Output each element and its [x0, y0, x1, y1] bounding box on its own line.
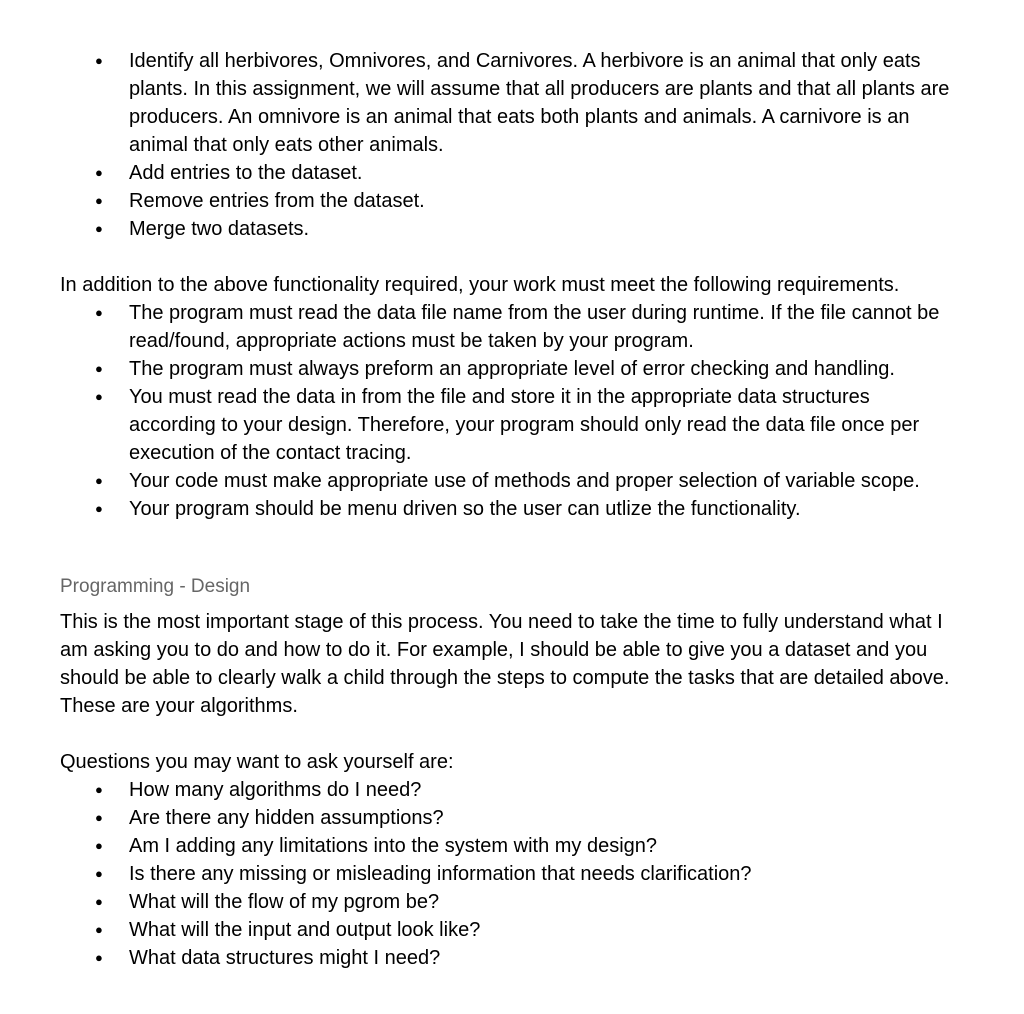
- list-item: ● What will the input and output look like?: [60, 916, 960, 944]
- list-item: ● Identify all herbivores, Omnivores, and Carnivores. A herbivore is an animal that only eats plants. In this assignment, we will assume that all producers are plants and that all plants are producers. An omnivore is an animal that eats both plants and animals. A carnivore is an animal that only eats other animals.: [60, 47, 960, 159]
- questions-intro: Questions you may want to ask yourself are:: [60, 751, 454, 773]
- list-item: ● You must read the data in from the file and store it in the appropriate data structures according to your design. Therefore, your program should only read the data file once per execution of the contact tracing.: [60, 383, 960, 467]
- list-item: ● Merge two datasets.: [60, 215, 960, 243]
- list-item: ● How many algorithms do I need?: [60, 776, 960, 804]
- list-item: ● Add entries to the dataset.: [60, 159, 960, 187]
- list-item: ● Remove entries from the dataset.: [60, 187, 960, 215]
- list-item: ● Are there any hidden assumptions?: [60, 804, 960, 832]
- requirements-list: [60, 299, 960, 523]
- list-item: ● What will the flow of my pgrom be?: [60, 888, 960, 916]
- design-paragraph: This is the most important stage of this process. You need to take the time to fully understand what I am asking you to do and how to do it. For example, I should be able to give you a dataset and you should be able to clearly walk a child through the steps to compute the tasks that are detailed above. These are your algorithms.: [60, 611, 950, 717]
- section-heading: Programming - Design: [60, 576, 251, 597]
- list-item: ● The program must always preform an appropriate level of error checking and handling.: [60, 355, 960, 383]
- list-item: ● Is there any missing or misleading information that needs clarification?: [60, 860, 960, 888]
- list-item: ● Your program should be menu driven so the user can utlize the functionality.: [60, 495, 960, 523]
- requirements-intro: In addition to the above functionality required, your work must meet the following requirements.: [60, 274, 900, 296]
- list-item: ● Am I adding any limitations into the system with my design?: [60, 832, 960, 860]
- list-item: ● What data structures might I need?: [60, 944, 960, 972]
- document-page: [60, 0, 960, 972]
- list-item: ● Your code must make appropriate use of methods and proper selection of variable scope.: [60, 467, 960, 495]
- list-item: ● The program must read the data file name from the user during runtime. If the file cannot be read/found, appropriate actions must be taken by your program.: [60, 299, 960, 355]
- questions-list: [60, 776, 960, 972]
- functionality-list: [60, 47, 960, 243]
